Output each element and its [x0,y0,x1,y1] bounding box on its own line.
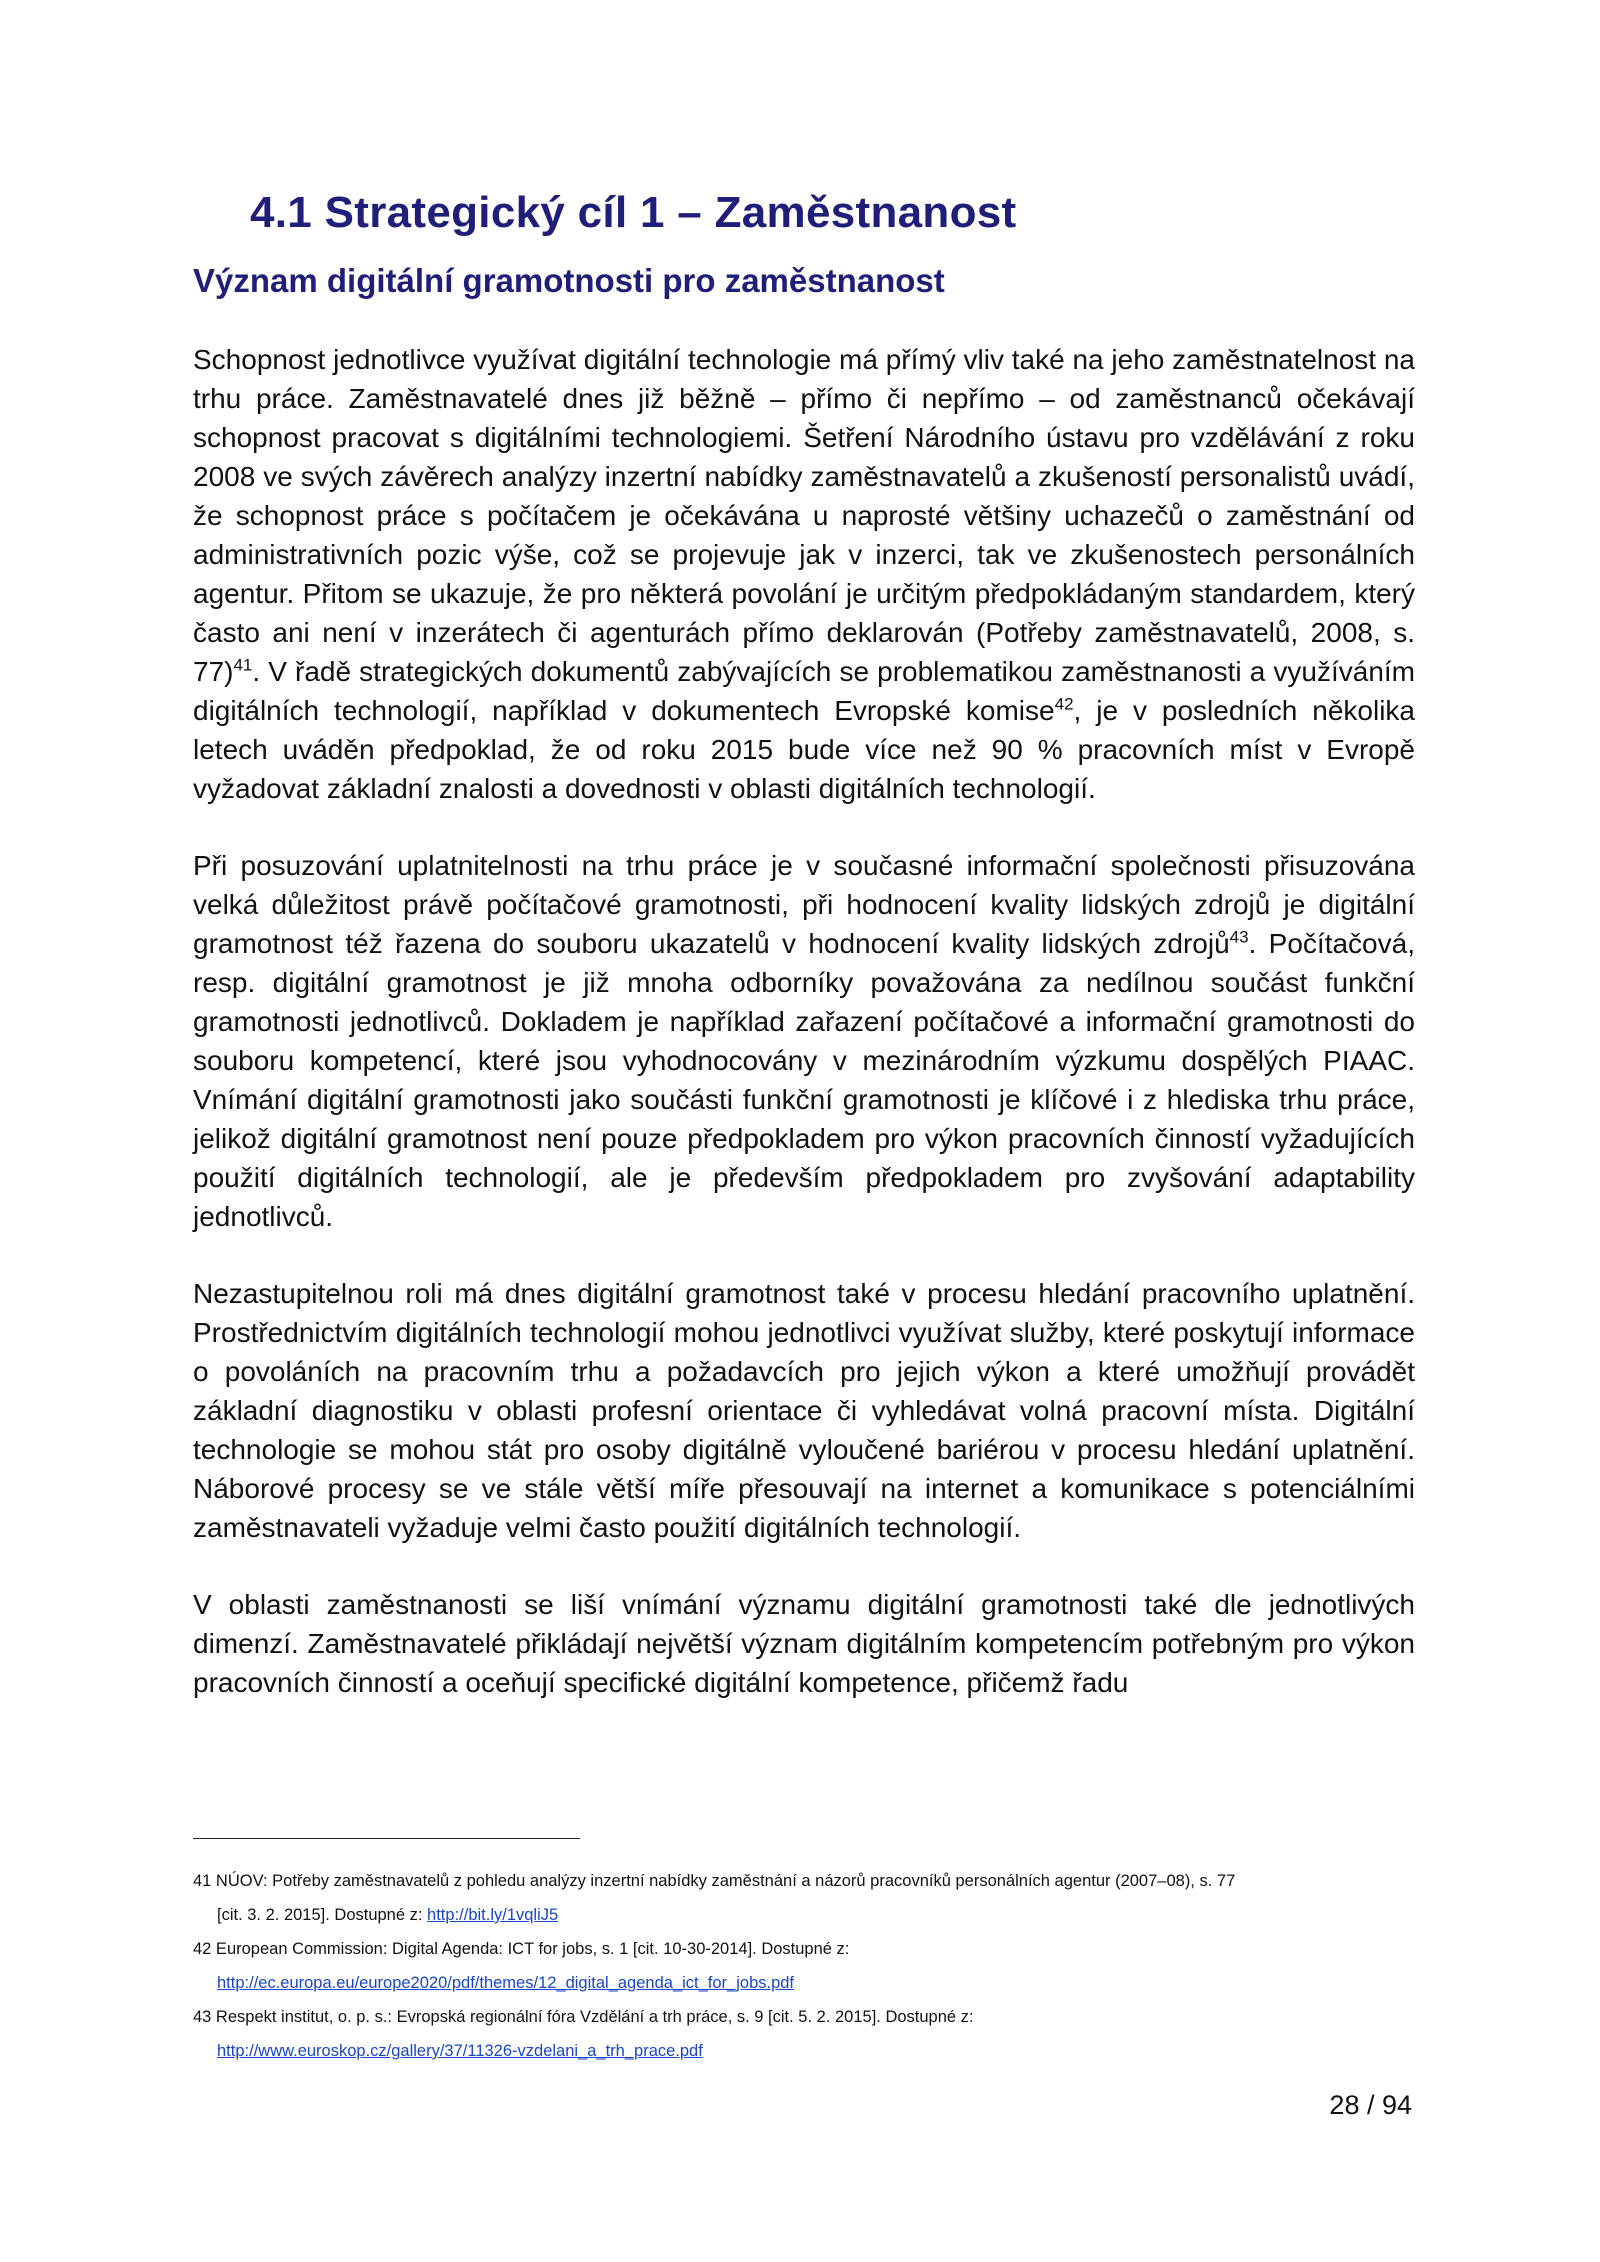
footnote-ref-43[interactable]: 43 [1229,927,1249,947]
footnote-43-text: 43 Respekt institut, o. p. s.: Evropská regionální fóra Vzdělání a trh práce, s. 9 [cit. 5. 2. 2015]. Dostupné z: [193,2008,974,2026]
footnote-42 [193,1932,1423,2000]
paragraph-1 [193,340,1415,808]
subsection-heading: Význam digitální gramotnosti pro zaměstnanost [193,262,945,299]
footnote-42-link[interactable]: http://ec.europa.eu/europe2020/pdf/themes/12_digital_agenda_ict_for_jobs.pdf [217,1974,795,1992]
footnote-43-link[interactable]: http://www.euroskop.cz/gallery/37/11326-vzdelani_a_trh_prace.pdf [217,2042,703,2060]
footnote-41-link[interactable]: http://bit.ly/1vqliJ5 [427,1906,559,1924]
footnote-43 [193,2000,1423,2068]
section-number: 4.1 [250,188,313,237]
footnote-41-citation: [cit. 3. 2. 2015]. Dostupné z: [217,1906,428,1924]
paragraph-4: V oblasti zaměstnanosti se liší vnímání významu digitální gramotnosti také dle jednotlivých dimenzí. Zaměstnavatelé přikládají největší význam digitálním kompetencím potřebným pro výkon pracovních činností a oceňují specifické digitální kompetence, přičemž řadu [193,1589,1415,1698]
paragraph-2 [193,846,1415,1236]
section-title-text: Strategický cíl 1 – Zaměstnanost [324,188,1017,237]
paragraph-1-part-c: , je v posledních několika letech uváděn předpoklad, že od roku 2015 bude více než 90 % pracovních míst v Evropě vyžadovat základní znalosti a dovednosti v oblasti digitálních technologií. [193,695,1416,804]
footnote-ref-42[interactable]: 42 [1054,694,1074,714]
footnote-41-text: 41 NÚOV: Potřeby zaměstnavatelů z pohledu analýzy inzertní nabídky zaměstnání a názorů pracovníků personálních agentur (2007–08), s. 77 [193,1872,1236,1890]
paragraph-2-part-b: . Počítačová, resp. digitální gramotnost je již mnoha odborníky považována za nedílnou součást funkční gramotnosti jednotlivců. Dokladem je například zařazení počítačové a informační gramotnosti do souboru kompetencí, které jsou vyhodnocovány v mezinárodním výzkumu dospělých PIAAC. Vnímání digitální gramotnosti jako součásti funkční gramotnosti je klíčové i z hlediska trhu práce, jelikož digitální gramotnost není pouze předpokladem pro výkon pracovních činností vyžadujících použití digitálních technologií, ale je především předpokladem pro zvyšování adaptability jednotlivců. [193,928,1415,1232]
footnote-ref-41[interactable]: 41 [233,655,253,675]
footnote-43-cont [193,2034,1423,2068]
footnote-42-cont [193,1966,1423,2000]
footnote-divider [193,1838,580,1839]
footnote-42-text: 42 European Commission: Digital Agenda: ICT for jobs, s. 1 [cit. 10-30-2014]. Dostupné z: [193,1940,850,1958]
footnote-41-cont [193,1898,1423,1932]
body-text [193,340,1415,1702]
footnotes [193,1864,1423,2068]
paragraph-1-part-a: Schopnost jednotlivce využívat digitální technologie má přímý vliv také na jeho zaměstnatelnost na trhu práce. Zaměstnavatelé dnes již běžně – přímo či nepřímo – od zaměstnanců očekávají schopnost pracovat s digitálními technologiemi. Šetření Národního ústavu pro vzdělávání z roku 2008 ve svých závěrech analýzy inzertní nabídky zaměstnavatelů a zkušeností personalistů uvádí, že schopnost práce s počítačem je očekávána u naprosté většiny uchazečů o zaměstnání od administrativních pozic výše, což se projevuje jak v inzerci, tak ve zkušenostech personálních agentur. Přitom se ukazuje, že pro některá povolání je určitým předpokládaným standardem, který často ani není v inzerátech či agenturách přímo deklarován (Potřeby zaměstnavatelů, 2008, s. 77) [193,344,1415,687]
page-number: 28 / 94 [1329,2090,1412,2120]
paragraph-1-part-b: . V řadě strategických dokumentů zabývajících se problematikou zaměstnanosti a využíváním digitálních technologií, například v dokumentech Evropské komise [193,656,1415,726]
paragraph-3: Nezastupitelnou roli má dnes digitální gramotnost také v procesu hledání pracovního uplatnění. Prostřednictvím digitálních technologií mohou jednotlivci využívat služby, které poskytují informace o povoláních na pracovním trhu a požadavcích pro jejich výkon a které umožňují provádět základní diagnostiku v oblasti profesní orientace či vyhledávat volná pracovní místa. Digitální technologie se mohou stát pro osoby digitálně vyloučené bariérou v procesu hledání uplatnění. Náborové procesy se ve stále větší míře přesouvají na internet a komunikace s potenciálními zaměstnavateli vyžaduje velmi často použití digitálních technologií. [193,1278,1415,1543]
paragraph-2-part-a: Při posuzování uplatnitelnosti na trhu práce je v současné informační společnosti přisuzována velká důležitost právě počítačové gramotnosti, při hodnocení kvality lidských zdrojů je digitální gramotnost též řazena do souboru ukazatelů v hodnocení kvality lidských zdrojů [193,850,1415,959]
footnote-41 [193,1864,1423,1932]
section-heading [250,188,1017,238]
